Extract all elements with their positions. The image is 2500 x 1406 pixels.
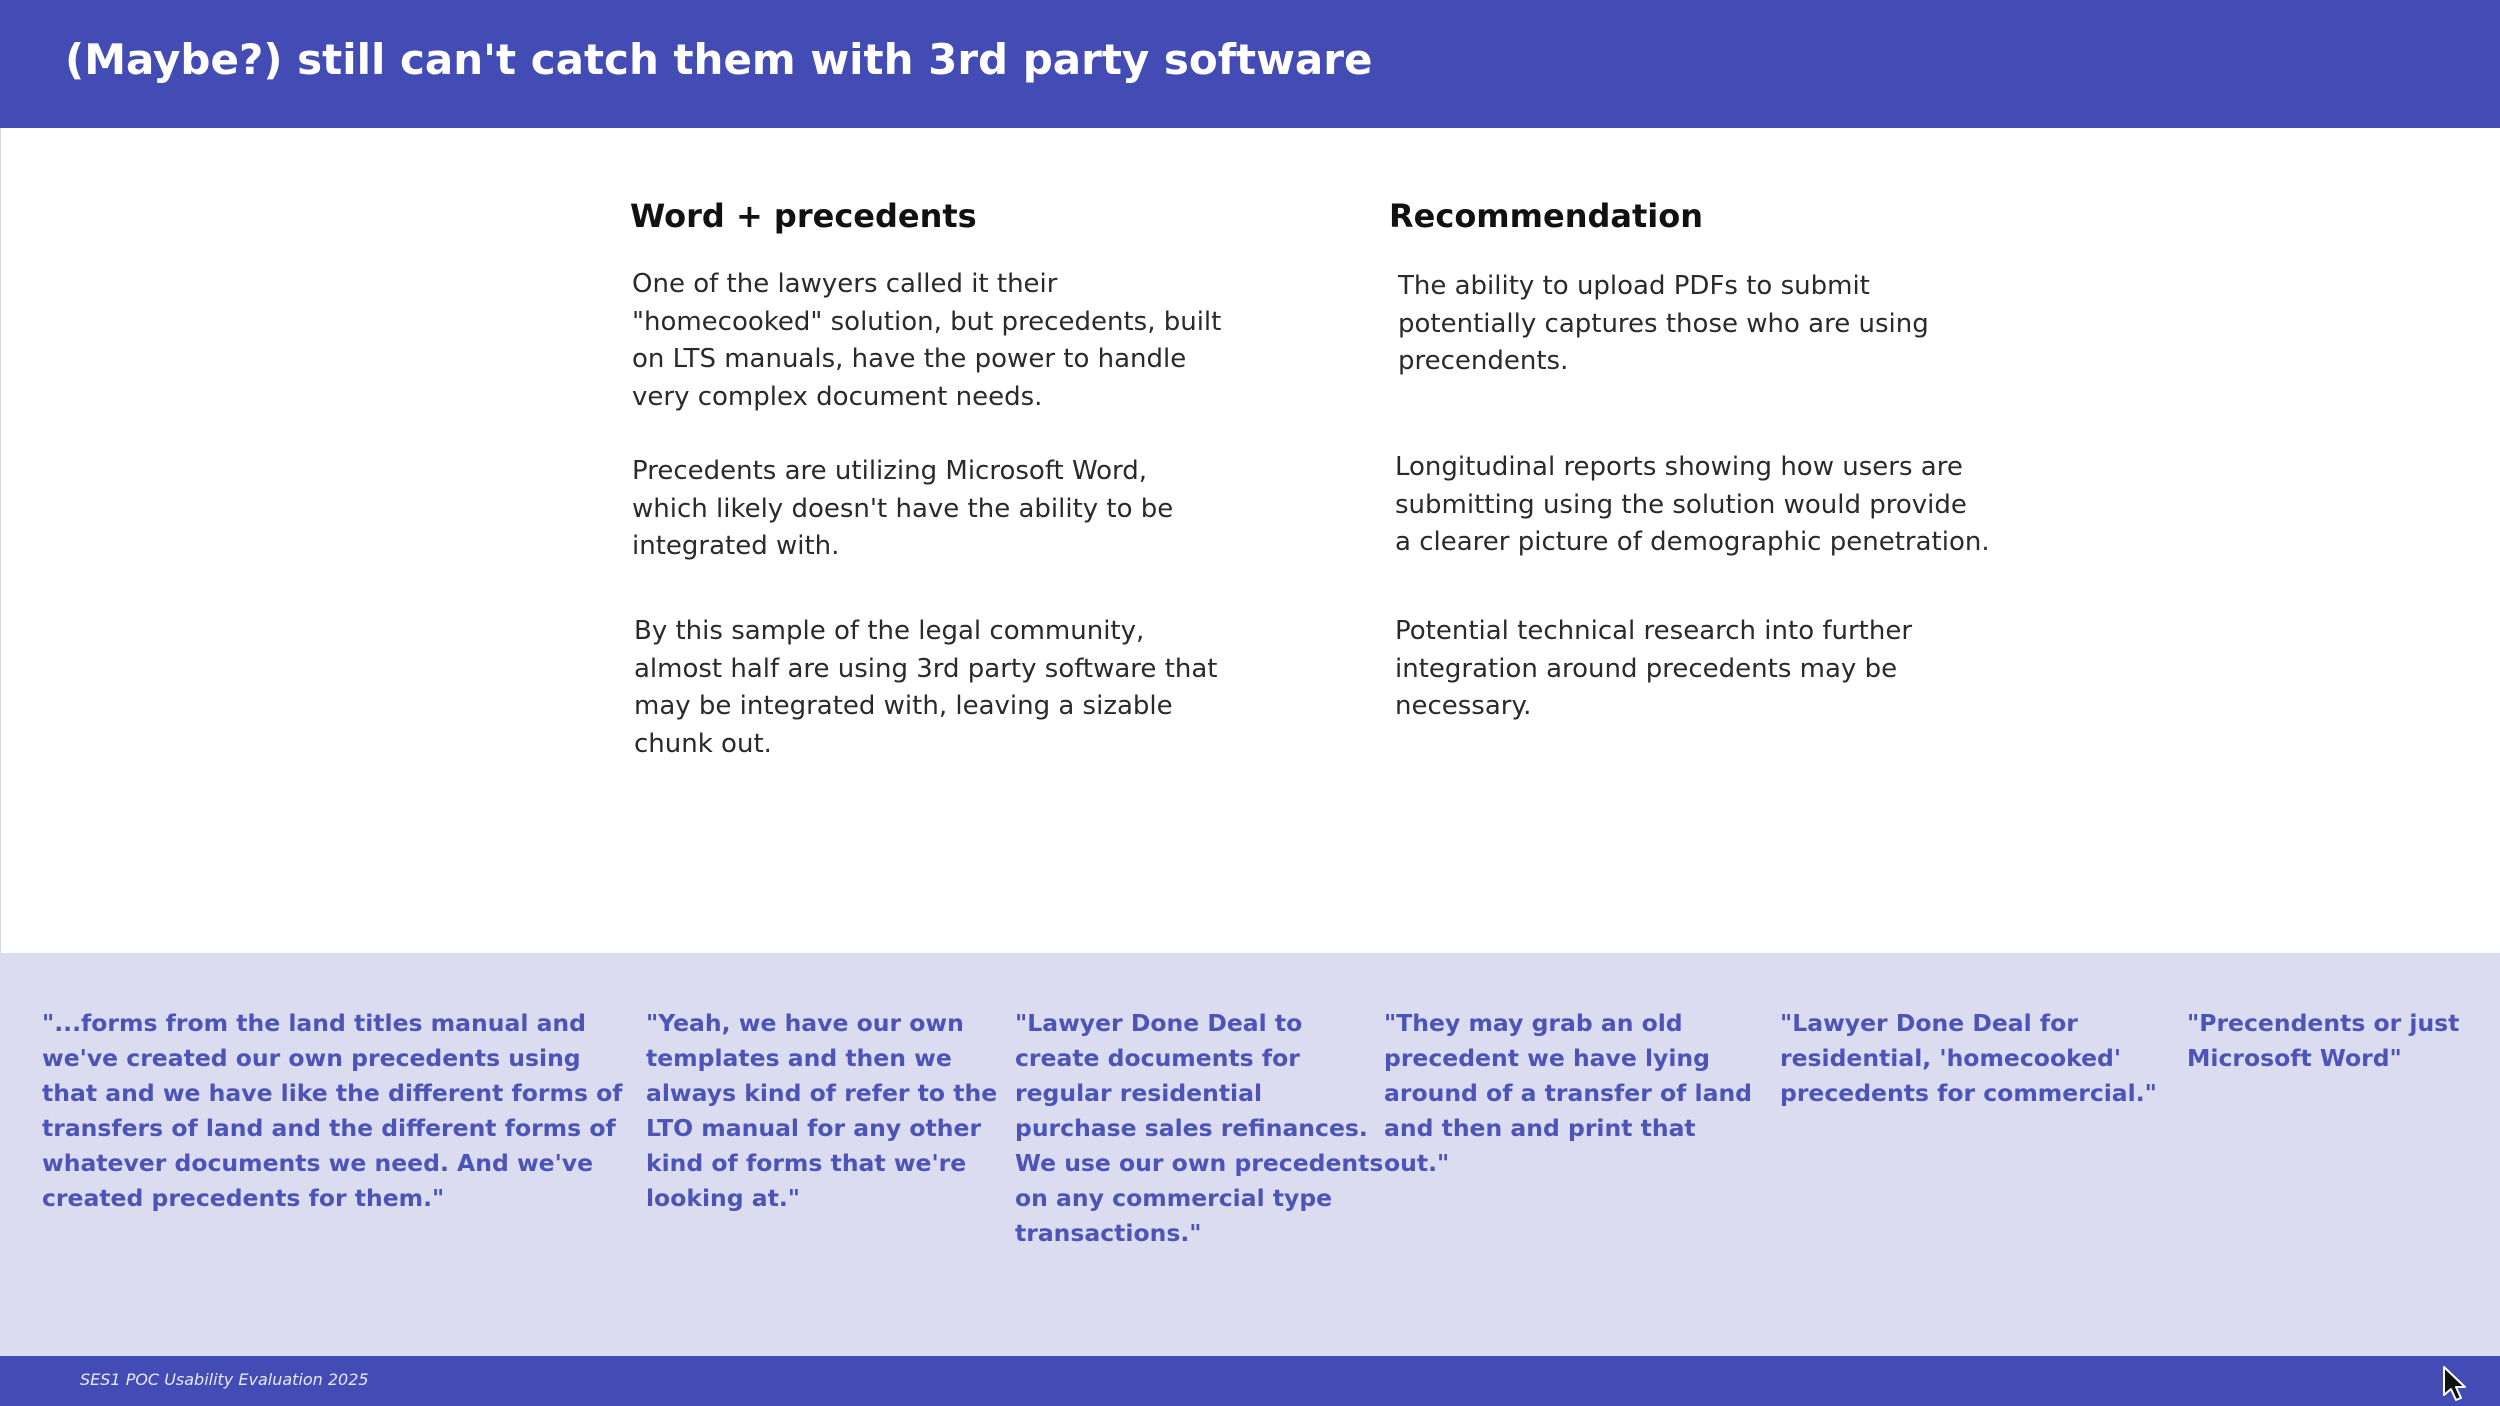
left-column-heading: Word + precedents: [630, 197, 977, 235]
quote-3: "Lawyer Done Deal to create documents for regular residential purchase sales refinances. We use our own precedents on any commercial type transactions.": [1015, 1009, 1384, 1247]
slide-header: [0, 0, 2500, 128]
left-paragraph-1: One of the lawyers called it their "homecooked" solution, but precedents, built on LTS manuals, have the power to handle very complex document needs.: [632, 269, 1222, 412]
quote-6: "Precendents or just Microsoft Word": [2187, 1009, 2460, 1072]
left-paragraph-3: By this sample of the legal community, almost half are using 3rd party software that may be integrated with, leaving a sizable chunk out.: [634, 616, 1218, 759]
footer-text: SES1 POC Usability Evaluation 2025: [80, 1370, 369, 1389]
right-paragraph-1: The ability to upload PDFs to submit potentially captures those who are using precendents.: [1398, 271, 1929, 376]
left-paragraph-2: Precedents are utilizing Microsoft Word, which likely doesn't have the ability to be integrated with.: [632, 456, 1174, 561]
quote-2: "Yeah, we have our own templates and then we always kind of refer to the LTO manual for any other kind of forms that we're looking at.": [646, 1009, 998, 1212]
quote-1: "...forms from the land titles manual and we've created our own precedents using that and we have like the different forms of transfers of land and the different forms of whatever documents we need. And we've created precedents for them.": [42, 1009, 623, 1212]
quote-4: "They may grab an old precedent we have lying around of a transfer of land and then and print that out.": [1384, 1009, 1752, 1177]
right-paragraph-3: Potential technical research into further integration around precedents may be necessary.: [1395, 616, 1913, 721]
right-column-heading: Recommendation: [1389, 197, 1703, 235]
right-paragraph-2: Longitudinal reports showing how users are submitting using the solution would provide a clearer picture of demographic penetration.: [1395, 452, 1990, 557]
slide-footer: [0, 1356, 2500, 1406]
slide-title: (Maybe?) still can't catch them with 3rd party software: [65, 35, 1373, 84]
quote-5: "Lawyer Done Deal for residential, 'homecooked' precedents for commercial.": [1780, 1009, 2157, 1107]
mouse-pointer-icon: [2442, 1365, 2470, 1403]
